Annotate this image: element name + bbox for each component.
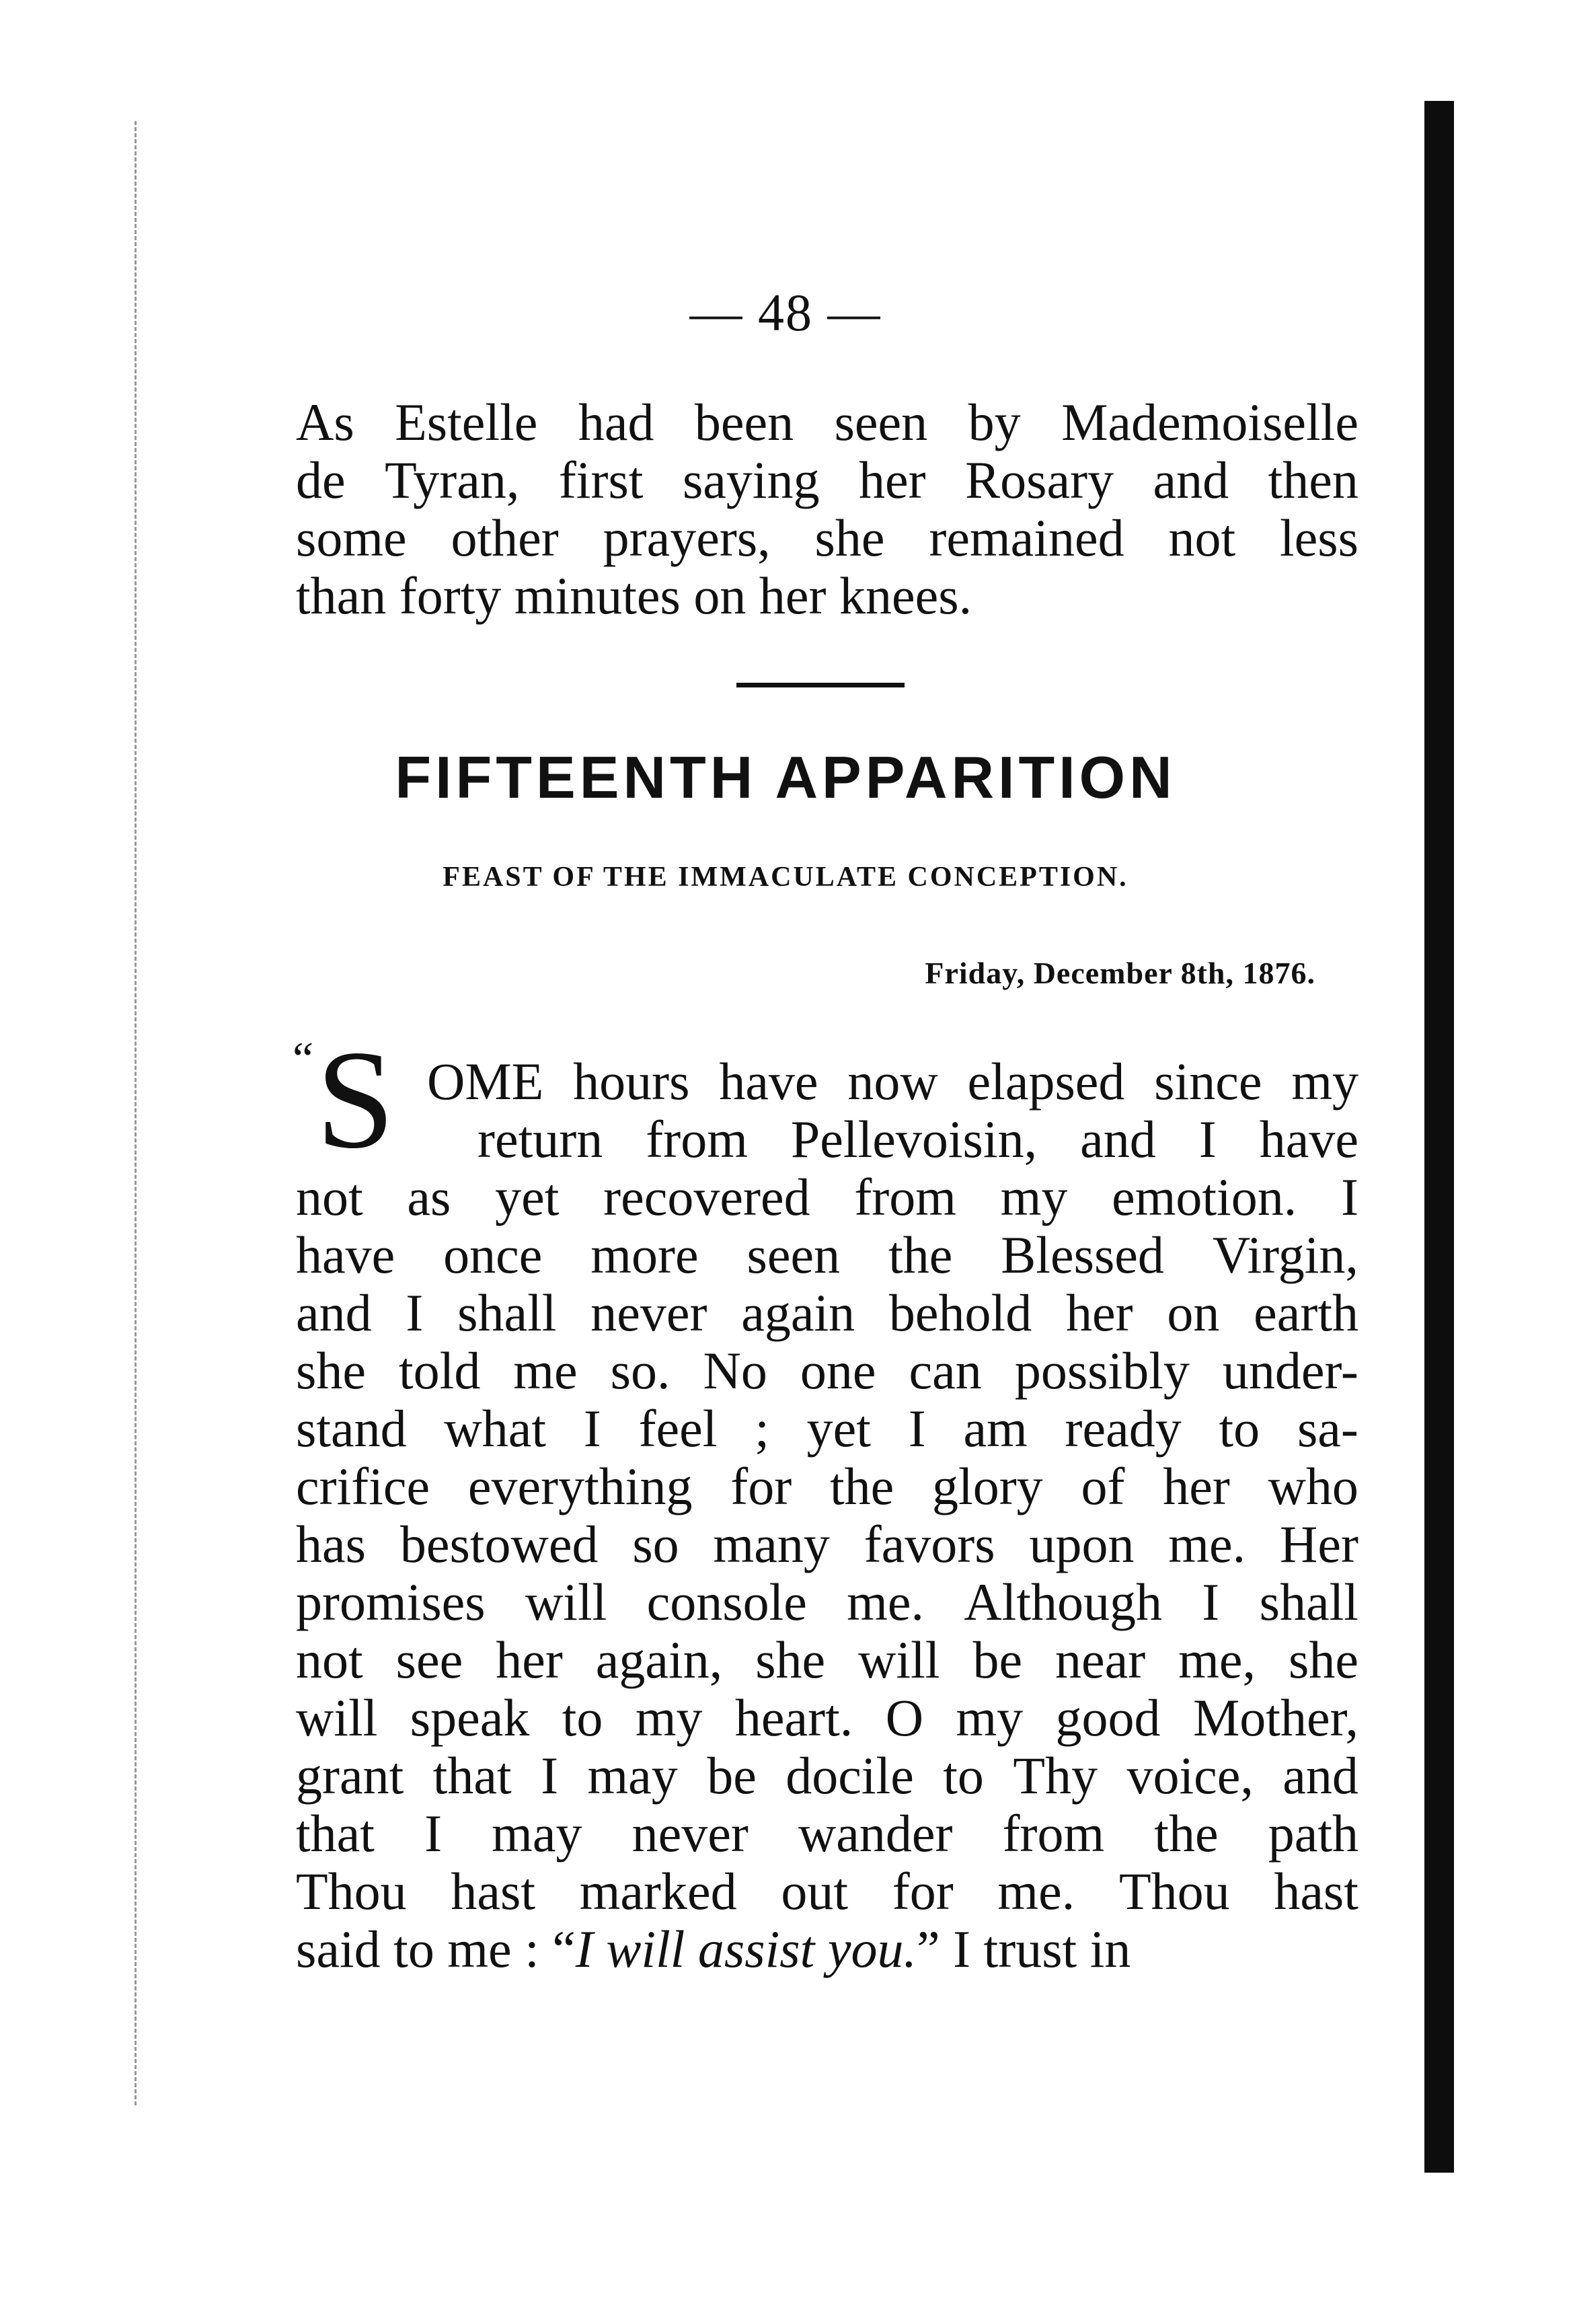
word: that (432, 1746, 512, 1805)
text-line-final (296, 1920, 1358, 1978)
word: my (635, 1688, 703, 1747)
word: remained (929, 509, 1124, 567)
word: be (707, 1746, 757, 1805)
word: on (1167, 1283, 1220, 1342)
word: will (525, 1573, 607, 1631)
word: and (1153, 451, 1229, 509)
word: Thou (296, 1862, 407, 1920)
word: by (968, 393, 1021, 451)
word: as (407, 1168, 451, 1226)
word: O (885, 1688, 924, 1747)
word: to (943, 1746, 984, 1805)
word: recovered (603, 1168, 810, 1226)
word: may (492, 1804, 582, 1863)
word: I (908, 1399, 926, 1458)
word: am (963, 1399, 1028, 1458)
word: and (1282, 1746, 1358, 1805)
word: Thou (1118, 1862, 1230, 1920)
word: I (424, 1804, 443, 1863)
entry-date: Friday, December 8th, 1876. (925, 956, 1315, 990)
scan-binding-shadow (1424, 101, 1454, 2173)
word: will (296, 1688, 378, 1747)
word: promises (296, 1573, 486, 1631)
italic-quote: I will assist you. (575, 1920, 917, 1978)
word: No (703, 1341, 767, 1400)
word: ready (1065, 1399, 1182, 1458)
word: seen (834, 393, 928, 451)
word: me. (1168, 1515, 1246, 1573)
text-line (296, 1863, 1358, 1920)
word: one (800, 1341, 876, 1400)
word: docile (786, 1746, 914, 1805)
text-line (296, 1400, 1358, 1458)
word: glory (932, 1457, 1043, 1515)
word: near (1055, 1630, 1146, 1689)
word: be (972, 1630, 1023, 1689)
word: yet (495, 1168, 560, 1226)
page-number: — 48 — (689, 283, 882, 342)
text-line (296, 451, 1358, 509)
word: wander (798, 1804, 953, 1863)
word: bestowed (399, 1515, 599, 1573)
word: have (296, 1226, 395, 1284)
word: grant (296, 1746, 404, 1805)
text-span: said to me : “ (296, 1920, 576, 1978)
word: Estelle (395, 393, 538, 451)
word: of (1081, 1457, 1125, 1515)
word: good (1055, 1688, 1161, 1747)
text-line (296, 1747, 1358, 1805)
section-subtitle: FEAST OF THE IMMACULATE CONCEPTION. (443, 862, 1128, 893)
word: many (713, 1515, 830, 1573)
text-line (296, 1168, 1358, 1226)
word: so (632, 1515, 679, 1573)
word: my (1291, 1052, 1358, 1111)
word: hours (573, 1052, 690, 1111)
word: again, (595, 1630, 723, 1689)
word: Although (964, 1573, 1162, 1631)
word: see (395, 1630, 463, 1689)
word: never (631, 1804, 749, 1863)
text-line (296, 1284, 1358, 1342)
word: has (296, 1515, 366, 1573)
word: voice, (1126, 1746, 1254, 1805)
word: the (1154, 1804, 1219, 1863)
word: elapsed (967, 1052, 1125, 1111)
word: marked (579, 1862, 737, 1920)
word: everything (467, 1457, 693, 1515)
word: for (730, 1457, 792, 1515)
word: Pellevoisin, (790, 1110, 1038, 1168)
word: Blessed (1001, 1226, 1164, 1284)
opening-paragraph (296, 393, 1358, 625)
word: Her (1280, 1515, 1358, 1573)
word: who (1268, 1457, 1358, 1515)
word: hast (1274, 1862, 1358, 1920)
word: never (590, 1283, 707, 1342)
word: been (694, 393, 794, 451)
section-divider (736, 683, 905, 687)
text-line (296, 1689, 1358, 1747)
word: Mother, (1192, 1688, 1358, 1747)
text-line (296, 1515, 1358, 1573)
word: told (399, 1341, 481, 1400)
word: more (590, 1226, 699, 1284)
word: stand (296, 1399, 407, 1458)
word: saying (682, 451, 820, 509)
word: me (513, 1341, 578, 1400)
word: so. (610, 1341, 670, 1400)
word: under- (1222, 1341, 1358, 1400)
word: first (558, 451, 644, 509)
word: sa- (1297, 1399, 1358, 1458)
word: can (909, 1341, 982, 1400)
word: upon (1029, 1515, 1135, 1573)
word: seen (746, 1226, 841, 1284)
text-line (296, 1111, 1358, 1168)
word: her (1163, 1457, 1230, 1515)
text-line: than forty minutes on her knees. (296, 566, 972, 625)
word: earth (1254, 1283, 1358, 1342)
word: now (847, 1052, 938, 1111)
word: I (1202, 1573, 1220, 1631)
word: yet (806, 1399, 871, 1458)
text-line (296, 1631, 1358, 1689)
word: return (477, 1110, 603, 1168)
word: favors (864, 1515, 995, 1573)
word: had (578, 393, 654, 451)
word: shall (457, 1283, 557, 1342)
word: me. (847, 1573, 924, 1631)
opening-quote-mark: “ (293, 1033, 314, 1085)
word: and (296, 1283, 372, 1342)
word: out (781, 1862, 849, 1920)
word: will (858, 1630, 940, 1689)
word: other (451, 509, 559, 567)
word: from (854, 1168, 956, 1226)
word: that (296, 1804, 375, 1863)
word: Rosary (965, 451, 1114, 509)
word: I (406, 1283, 424, 1342)
word: me, (1178, 1630, 1256, 1689)
word: I (583, 1399, 601, 1458)
word: then (1268, 451, 1358, 509)
word: Thy (1013, 1746, 1098, 1805)
word: she (814, 509, 885, 567)
section-title: FIFTEENTH APPARITION (395, 744, 1176, 811)
word: the (829, 1457, 894, 1515)
word: feel (638, 1399, 718, 1458)
word: OME (427, 1052, 544, 1111)
word: de (296, 451, 346, 509)
word: from (1002, 1804, 1105, 1863)
word: what (444, 1399, 547, 1458)
word: shall (1259, 1573, 1358, 1631)
word: for (892, 1862, 954, 1920)
word: some (296, 509, 407, 567)
word: my (1000, 1168, 1068, 1226)
word: crifice (296, 1457, 430, 1515)
word: Tyran, (385, 451, 520, 509)
word: from (646, 1110, 748, 1168)
word: I (1198, 1110, 1217, 1168)
word: heart. (734, 1688, 853, 1747)
word: my (956, 1688, 1024, 1747)
text-line (296, 1226, 1358, 1284)
scan-left-edge-artifact (135, 121, 146, 2105)
word: her (859, 451, 926, 509)
word: path (1268, 1804, 1358, 1863)
word: I (541, 1746, 559, 1805)
word: Virgin, (1212, 1226, 1358, 1284)
word: she (755, 1630, 826, 1689)
word: ; (755, 1399, 769, 1458)
word: speak (410, 1688, 530, 1747)
drop-cap: S (316, 1022, 395, 1178)
word: not (1168, 509, 1236, 567)
text-line (296, 1573, 1358, 1631)
word: less (1279, 509, 1358, 567)
word: emotion. (1112, 1168, 1297, 1226)
word: the (888, 1226, 953, 1284)
word: once (443, 1226, 543, 1284)
word: her (1065, 1283, 1133, 1342)
text-line (296, 1805, 1358, 1863)
word: me. (997, 1862, 1075, 1920)
word: again (741, 1283, 855, 1342)
word: since (1154, 1052, 1262, 1111)
word: her (496, 1630, 563, 1689)
text-line (296, 1053, 1358, 1111)
word: and (1080, 1110, 1156, 1168)
text-line (296, 1342, 1358, 1400)
text-line (296, 393, 1358, 451)
word: not (296, 1630, 363, 1689)
text-line (296, 1458, 1358, 1515)
word: prayers, (603, 509, 771, 567)
word: behold (888, 1283, 1032, 1342)
text-span: ” I trust in (916, 1920, 1131, 1978)
word: have (1259, 1110, 1358, 1168)
word: hast (451, 1862, 536, 1920)
word: to (562, 1688, 603, 1747)
word: have (719, 1052, 818, 1111)
word: she (296, 1341, 366, 1400)
word: As (296, 393, 354, 451)
body-paragraph (296, 1053, 1358, 1978)
word: may (587, 1746, 678, 1805)
word: console (646, 1573, 807, 1631)
text-line (296, 509, 1358, 567)
word: she (1289, 1630, 1358, 1689)
word: possibly (1014, 1341, 1190, 1400)
word: Mademoiselle (1061, 393, 1358, 451)
word: I (1340, 1168, 1358, 1226)
word: not (296, 1168, 363, 1226)
word: to (1219, 1399, 1260, 1458)
